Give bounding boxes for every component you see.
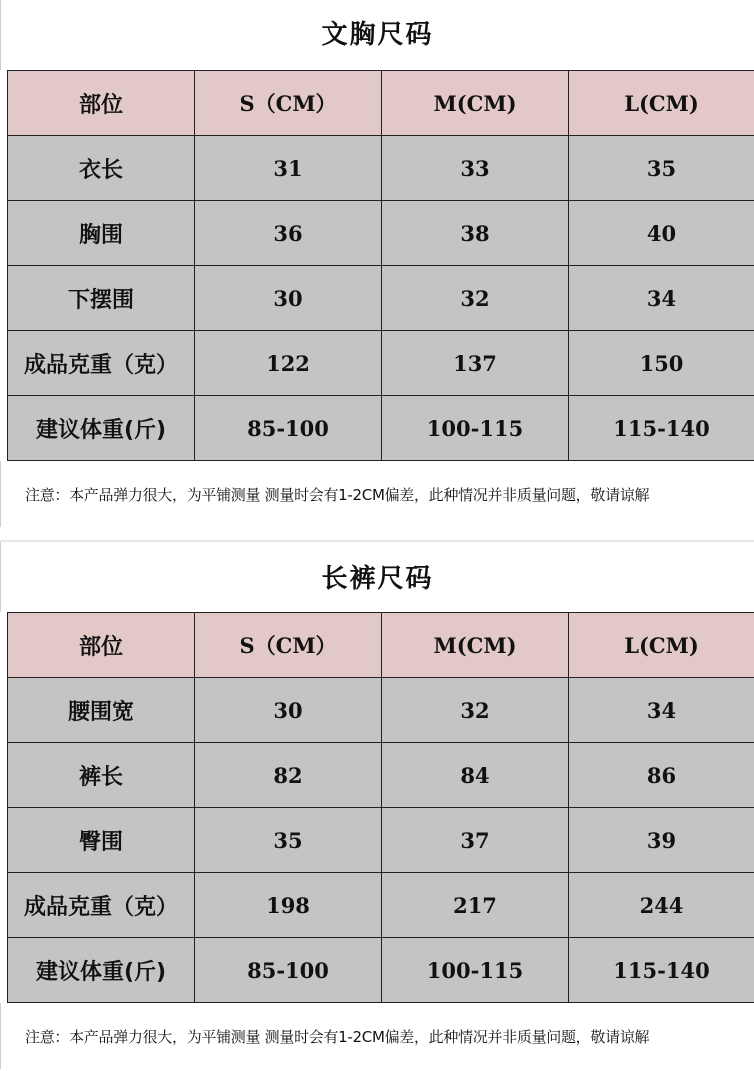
cell-l: 34 (569, 678, 754, 743)
cell-s: 30 (195, 678, 382, 743)
pants-size-section (0, 542, 754, 1069)
table-row (8, 873, 754, 938)
cell-s: 85-100 (195, 396, 382, 461)
header-part: 部位 (8, 71, 195, 136)
cell-m: 217 (382, 873, 569, 938)
pants-size-title: 长裤尺码 (0, 542, 754, 612)
row-label: 下摆围 (8, 266, 195, 331)
cell-l: 35 (569, 136, 754, 201)
cell-m: 37 (382, 808, 569, 873)
bra-size-table (7, 70, 754, 461)
table-header-row (8, 613, 754, 678)
header-part: 部位 (8, 613, 195, 678)
table-header-row (8, 71, 754, 136)
row-label: 建议体重(斤) (8, 938, 195, 1003)
cell-s: 82 (195, 743, 382, 808)
cell-s: 30 (195, 266, 382, 331)
header-size-m: M(CM) (382, 613, 569, 678)
bra-size-note: 注意：本产品弹力很大，为平铺测量 测量时会有1-2CM偏差，此种情况并非质量问题，敬请谅解 (0, 461, 754, 527)
cell-l: 40 (569, 201, 754, 266)
cell-s: 35 (195, 808, 382, 873)
bra-size-title: 文胸尺码 (0, 0, 754, 70)
cell-l: 86 (569, 743, 754, 808)
row-label: 建议体重(斤) (8, 396, 195, 461)
cell-l: 34 (569, 266, 754, 331)
table-row (8, 743, 754, 808)
header-size-s: S（CM） (195, 613, 382, 678)
cell-m: 100-115 (382, 396, 569, 461)
cell-m: 33 (382, 136, 569, 201)
pants-size-table (7, 612, 754, 1003)
pants-size-note: 注意：本产品弹力很大，为平铺测量 测量时会有1-2CM偏差，此种情况并非质量问题，敬请谅解 (0, 1003, 754, 1069)
bra-size-section (0, 0, 754, 527)
cell-s: 122 (195, 331, 382, 396)
cell-l: 150 (569, 331, 754, 396)
row-label: 衣长 (8, 136, 195, 201)
row-label: 腰围宽 (8, 678, 195, 743)
table-row (8, 938, 754, 1003)
cell-l: 244 (569, 873, 754, 938)
table-row (8, 266, 754, 331)
cell-s: 36 (195, 201, 382, 266)
table-row (8, 396, 754, 461)
header-size-l: L(CM) (569, 71, 754, 136)
table-row (8, 808, 754, 873)
cell-m: 137 (382, 331, 569, 396)
cell-m: 38 (382, 201, 569, 266)
header-size-l: L(CM) (569, 613, 754, 678)
cell-s: 198 (195, 873, 382, 938)
cell-s: 85-100 (195, 938, 382, 1003)
row-label: 臀围 (8, 808, 195, 873)
row-label: 胸围 (8, 201, 195, 266)
row-label: 成品克重（克） (8, 331, 195, 396)
cell-m: 32 (382, 266, 569, 331)
cell-l: 39 (569, 808, 754, 873)
cell-l: 115-140 (569, 396, 754, 461)
row-label: 成品克重（克） (8, 873, 195, 938)
cell-m: 32 (382, 678, 569, 743)
header-size-m: M(CM) (382, 71, 569, 136)
table-row (8, 136, 754, 201)
header-size-s: S（CM） (195, 71, 382, 136)
table-row (8, 331, 754, 396)
table-row (8, 201, 754, 266)
cell-l: 115-140 (569, 938, 754, 1003)
cell-m: 100-115 (382, 938, 569, 1003)
table-row (8, 678, 754, 743)
cell-s: 31 (195, 136, 382, 201)
cell-m: 84 (382, 743, 569, 808)
row-label: 裤长 (8, 743, 195, 808)
